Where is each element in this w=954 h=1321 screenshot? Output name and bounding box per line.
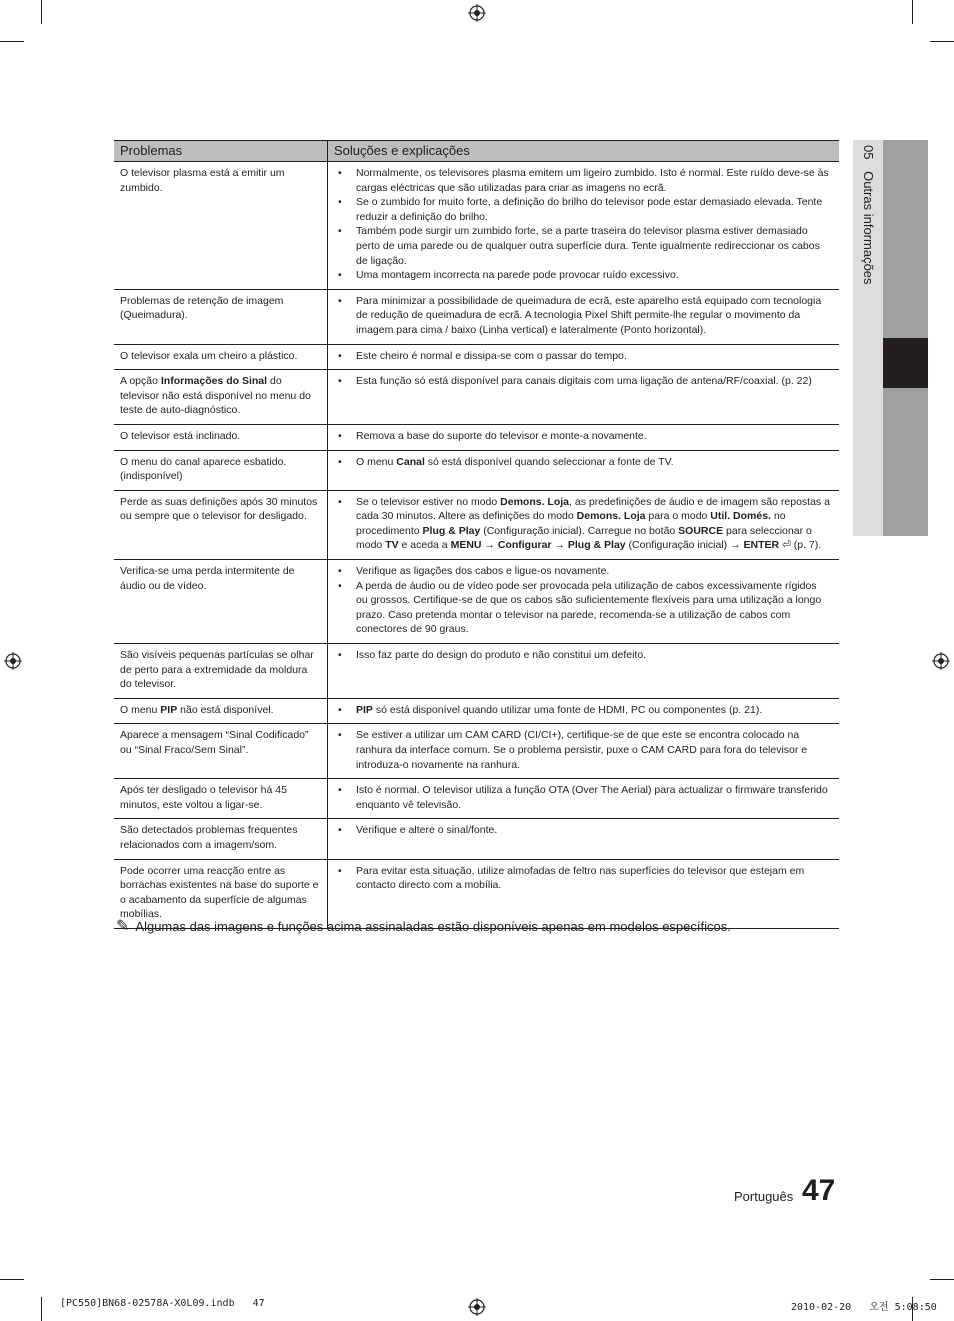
solution-text: no procedimento — [356, 510, 786, 537]
table-row — [114, 450, 839, 490]
solution-item — [336, 728, 831, 772]
chapter-tab-band — [883, 388, 928, 536]
problem-text: O televisor exala um cheiro a plástico. — [120, 349, 298, 362]
problem-text: A opção — [120, 375, 161, 388]
footer-language: Português — [734, 1189, 794, 1204]
chapter-tab-band — [883, 140, 928, 338]
solution-list — [336, 823, 831, 838]
problem-cell — [114, 819, 328, 859]
problem-text: O televisor plasma está a emitir um zumbido. — [120, 167, 285, 194]
problem-cell — [114, 370, 328, 425]
pencil-icon: ✎ — [116, 918, 130, 935]
solution-item — [336, 166, 831, 195]
table-row — [114, 779, 839, 819]
header-problems: Problemas — [114, 141, 328, 162]
solution-text: Isso faz parte do design do produto e não constitui um defeito. — [356, 649, 647, 662]
solution-text: Remova a base do suporte do televisor e monte-a novamente. — [356, 429, 647, 442]
table-row — [114, 644, 839, 699]
problem-text: Verifica-se uma perda intermitente de áudio ou de vídeo. — [120, 565, 295, 592]
problem-cell — [114, 644, 328, 699]
print-slug-date: 2010-02-20 오전 5:08:50 — [791, 1302, 937, 1313]
problem-cell — [114, 698, 328, 724]
footnote-text: Algumas das imagens e funções acima assinaladas estão disponíveis apenas em modelos específicos. — [135, 919, 731, 934]
solution-text: Este cheiro é normal e dissipa-se com o passar do tempo. — [356, 349, 627, 362]
problem-cell — [114, 724, 328, 779]
solution-text: , as predefinições de áudio e de imagem são repostas a cada 30 minutos. Altere as definições do modo — [356, 495, 830, 523]
problem-text: São detectados problemas frequentes relacionados com a imagem/som. — [120, 824, 298, 851]
solution-item — [336, 268, 831, 283]
solution-text: Também pode surgir um zumbido forte, se a parte traseira do televisor plasma estiver demasiado perto de uma parede ou de qualquer outra superfície dura. Tente igualmente redireccionar os cabos de ligação. — [356, 225, 820, 267]
solution-item — [336, 349, 831, 364]
solution-item — [336, 294, 831, 338]
solution-text: Normalmente, os televisores plasma emitem um ligeiro zumbido. Isto é normal. Este ruído deve-se às cargas eléctricas que são utilizadas para criar as imagens no ecrã. — [356, 167, 829, 194]
solution-list — [336, 703, 831, 718]
chapter-number: 05 — [861, 145, 876, 160]
table-row — [114, 490, 839, 559]
chapter-label — [861, 145, 876, 285]
problem-text: Problemas de retenção de imagem (Queimadura). — [120, 294, 284, 322]
problem-text: O televisor está inclinado. — [120, 429, 241, 442]
solution-term: Configurar — [497, 539, 552, 552]
solution-text: ⏎ (p. 7). — [779, 539, 822, 552]
solution-text: para seleccionar o modo — [356, 524, 812, 552]
problem-cell — [114, 344, 328, 370]
print-slug-file: [PC550]BN68-02578A-X0L09.indb 47 — [60, 1298, 265, 1309]
solution-text: Para minimizar a possibilidade de queimadura de ecrã, este aparelho está equipado com tecnologia de redução de queimadura de ecrã. A tecnologia Pixel Shift permite-lhe regular o movimento da imagem para cima / baixo (Linha vertical) e lateralmente (Ponto horizontal). — [356, 294, 822, 336]
table-header-row — [114, 141, 839, 162]
solution-item — [336, 495, 831, 553]
solution-term: MENU — [450, 539, 482, 552]
problem-text: O menu do canal aparece esbatido. (indisponível) — [120, 455, 287, 483]
solution-item — [336, 195, 831, 224]
solution-list — [336, 564, 831, 637]
solution-text: e aceda a — [398, 539, 451, 552]
problem-text: Pode ocorrer uma reacção entre as borrachas existentes na base do suporte e o acabamento da superfície de algumas mobílias. — [120, 864, 319, 921]
table-row — [114, 370, 839, 425]
chapter-tab-marker — [883, 338, 928, 388]
solution-text: (Configuração inicial) → — [625, 539, 744, 552]
solution-cell — [328, 289, 840, 344]
solution-list — [336, 374, 831, 389]
crop-mark — [41, 0, 42, 24]
header-solutions: Soluções e explicações — [328, 141, 840, 162]
solution-text: (Configuração inicial). Carregue no botão — [480, 524, 679, 537]
problem-cell — [114, 779, 328, 819]
table-row — [114, 819, 839, 859]
solution-text: Verifique e altere o sinal/fonte. — [356, 824, 498, 837]
solution-cell — [328, 724, 840, 779]
crop-mark — [41, 1297, 42, 1321]
problem-cell — [114, 289, 328, 344]
solution-term: ENTER — [743, 539, 780, 552]
problem-cell — [114, 560, 328, 644]
solution-list — [336, 429, 831, 444]
crop-mark — [0, 1279, 24, 1280]
problem-term: Informações do Sinal — [160, 375, 268, 388]
solution-item — [336, 703, 831, 718]
problem-cell — [114, 162, 328, 290]
table-row — [114, 724, 839, 779]
solution-text: O menu — [356, 455, 397, 468]
solution-text: Se estiver a utilizar um CAM CARD (CI/CI+), certifique-se de que este se encontra colocado na ranhura da interface comum. Se o problema persistir, puxe o CAM CARD para fora do televisor e introduza-o novamente na ranhura. — [356, 729, 808, 771]
solution-list — [336, 495, 831, 553]
crop-mark — [930, 1279, 954, 1280]
problem-text: não está disponível. — [177, 703, 274, 716]
solution-list — [336, 349, 831, 364]
solution-list — [336, 294, 831, 338]
solution-cell — [328, 644, 840, 699]
solution-cell — [328, 162, 840, 290]
solution-term: Util. Domés. — [710, 510, 771, 523]
solution-cell — [328, 450, 840, 490]
solution-item — [336, 374, 831, 389]
solution-term: TV — [385, 539, 399, 552]
solution-term: SOURCE — [678, 524, 724, 537]
solution-text: só está disponível quando seleccionar a fonte de TV. — [424, 455, 674, 468]
solution-term: Plug & Play — [567, 539, 626, 552]
solution-list — [336, 864, 831, 893]
solution-term: Canal — [396, 455, 425, 468]
solution-item — [336, 823, 831, 838]
problem-text: Aparece a mensagem “Sinal Codificado” ou “Sinal Fraco/Sem Sinal”. — [120, 729, 309, 756]
solution-term: PIP — [356, 703, 373, 716]
solution-list — [336, 648, 831, 663]
problem-text: O menu — [120, 703, 161, 716]
table-row — [114, 698, 839, 724]
solution-list — [336, 783, 831, 812]
solution-item — [336, 455, 831, 470]
problem-cell — [114, 490, 328, 559]
problem-term: PIP — [160, 703, 178, 716]
solution-term: Demons. Loja — [500, 495, 570, 508]
solution-text: Para evitar esta situação, utilize almofadas de feltro nas superfícies do televisor que estejam em contacto directo com a mobília. — [356, 864, 805, 892]
solution-text: para o modo — [645, 510, 711, 523]
solution-cell — [328, 779, 840, 819]
solution-cell — [328, 698, 840, 724]
solution-text: Isto é normal. O televisor utiliza a função OTA (Over The Aerial) para actualizar o firmware transferido enquanto vê televisão. — [356, 784, 828, 811]
solution-cell — [328, 560, 840, 644]
registration-mark-icon — [468, 1298, 486, 1316]
solution-term: Demons. Loja — [576, 510, 646, 523]
table-row — [114, 424, 839, 450]
solution-text: Se o zumbido for muito forte, a definição do brilho do televisor pode estar demasiado elevada. Tente reduzir a definição do brilho. — [356, 196, 823, 223]
solution-item — [336, 564, 831, 579]
page-number: 47 — [802, 1174, 836, 1207]
solution-text: A perda de áudio ou de vídeo pode ser provocada pela utilização de cabos excessivamente rígidos ou grossos. Certifique-se de que os cabos são suficientemente flexíveis para uma utilização a longo prazo. Caso pretenda montar o televisor na parede, recomenda-se a utilização de cabos com conectores de 90 graus. — [356, 579, 822, 636]
solution-item — [336, 864, 831, 893]
solution-cell — [328, 819, 840, 859]
table-row — [114, 560, 839, 644]
solution-text: → — [551, 539, 568, 552]
chapter-title: Outras informações — [861, 171, 876, 285]
solution-list — [336, 166, 831, 283]
solution-item — [336, 224, 831, 268]
problem-cell — [114, 450, 328, 490]
crop-mark — [930, 41, 954, 42]
crop-mark — [0, 41, 24, 42]
solution-list — [336, 455, 831, 470]
solution-item — [336, 648, 831, 663]
table-row — [114, 162, 839, 290]
problem-text: Perde as suas definições após 30 minutos ou sempre que o televisor for desligado. — [120, 495, 318, 523]
table-row — [114, 344, 839, 370]
registration-mark-icon — [468, 4, 486, 22]
solution-text: → — [481, 539, 498, 552]
table-row — [114, 289, 839, 344]
problem-cell — [114, 424, 328, 450]
footnote — [116, 916, 731, 936]
problem-text: Após ter desligado o televisor há 45 minutos, este voltou a ligar-se. — [120, 784, 287, 811]
problem-text: do televisor não está disponível no menu do teste de auto-diagnóstico. — [120, 375, 311, 417]
solution-cell — [328, 424, 840, 450]
solution-term: Plug & Play — [422, 524, 481, 537]
solution-cell — [328, 370, 840, 425]
solution-text: Verifique as ligações dos cabos e ligue-os novamente. — [356, 565, 610, 578]
table-body — [114, 162, 839, 929]
solution-text: Esta função só está disponível para canais digitais com uma ligação de antena/RF/coaxial. (p. 22) — [356, 375, 812, 388]
solution-item — [336, 579, 831, 637]
troubleshooting-table — [114, 140, 839, 929]
solution-text: Uma montagem incorrecta na parede pode provocar ruído excessivo. — [356, 269, 679, 282]
solution-list — [336, 728, 831, 772]
problem-text: São visíveis pequenas partículas se olhar de perto para a extremidade da moldura do televisor. — [120, 649, 314, 691]
registration-mark-icon — [4, 652, 22, 670]
registration-mark-icon — [932, 652, 950, 670]
crop-mark — [912, 0, 913, 24]
solution-item — [336, 429, 831, 444]
solution-cell — [328, 490, 840, 559]
solution-item — [336, 783, 831, 812]
solution-text: Se o televisor estiver no modo — [356, 495, 501, 508]
solution-text: só está disponível quando utilizar uma fonte de HDMI, PC ou componentes (p. 21). — [372, 703, 763, 716]
solution-cell — [328, 344, 840, 370]
